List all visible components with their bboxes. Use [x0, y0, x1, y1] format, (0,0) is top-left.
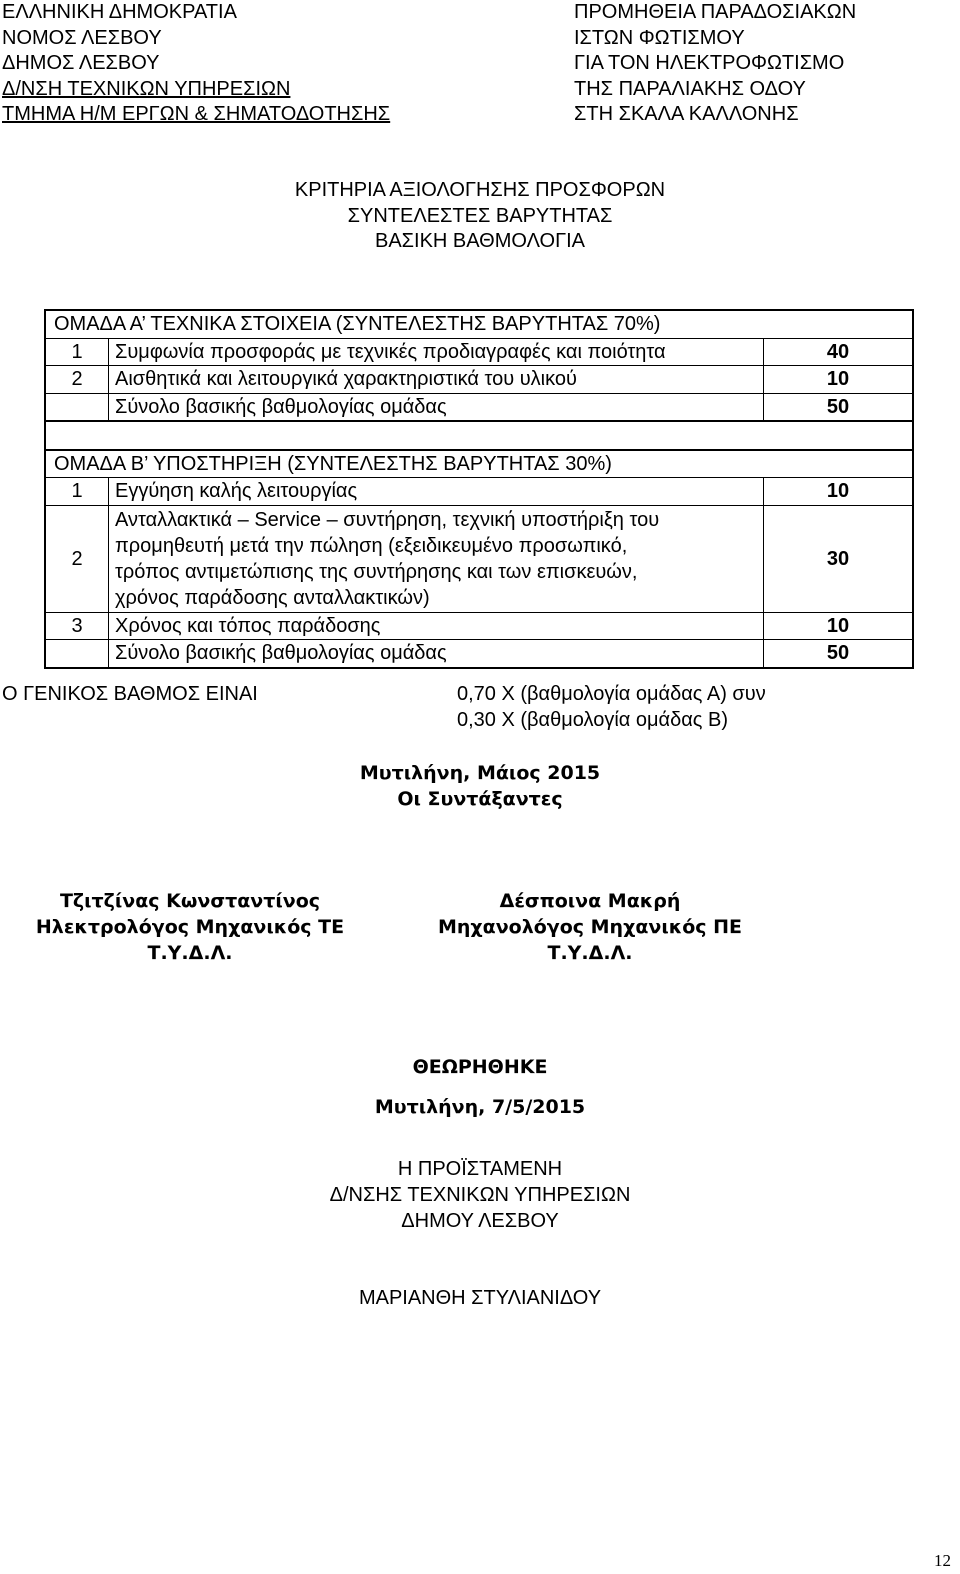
formula-line: 0,70 Χ (βαθμολογία ομάδας Α) συν — [457, 683, 766, 705]
description-line: Ανταλλακτικά – Service – συντήρηση, τεχνική υποστήριξη του — [115, 508, 660, 531]
header-project — [574, 0, 856, 128]
page-number: 12 — [934, 1551, 951, 1570]
row-points: 40 — [764, 338, 914, 366]
total-label: Σύνολο βασικής βαθμολογίας ομάδας — [109, 393, 764, 421]
signatory-unit: Τ.Υ.Δ.Λ. — [547, 942, 633, 964]
table-row — [45, 612, 913, 640]
formula-line: 0,30 Χ (βαθμολογία ομάδας Β) — [457, 708, 728, 731]
row-number: 2 — [45, 505, 109, 612]
signatory-title: Ηλεκτρολόγος Μηχανικός ΤΕ — [35, 916, 345, 938]
approval-label: ΘΕΩΡΗΘΗΚΕ — [412, 1056, 548, 1078]
total-points: 50 — [764, 393, 914, 421]
row-description — [109, 505, 764, 612]
header-line: ΔΗΜΟΣ ΛΕΣΒΟΥ — [2, 52, 160, 74]
general-score-formula — [457, 682, 766, 733]
header-line: ΙΣΤΩΝ ΦΩΤΙΣΜΟΥ — [574, 26, 745, 49]
row-description: Χρόνος και τόπος παράδοσης — [109, 612, 764, 640]
header-line: ΕΛΛΗΝΙΚΗ ΔΗΜΟΚΡΑΤΙΑ — [2, 1, 237, 23]
place-date: Μυτιλήνη, Μάιος 2015 — [359, 762, 601, 784]
title-line: ΚΡΙΤΗΡΙΑ ΑΞΙΟΛΟΓΗΣΗΣ ΠΡΟΣΦΟΡΩΝ — [294, 179, 666, 201]
approval-block — [0, 1054, 960, 1120]
row-points: 10 — [764, 366, 914, 394]
header-line: ΝΟΜΟΣ ΛΕΣΒΟΥ — [2, 26, 162, 49]
row-points: 30 — [764, 505, 914, 612]
title-line: ΒΑΣΙΚΗ ΒΑΘΜΟΛΟΓΙΑ — [374, 230, 586, 252]
description-line: προμηθευτή μετά την πώληση (εξειδικευμένο προσωπικό, — [115, 534, 628, 557]
header-line: ΣΤΗ ΣΚΑΛΑ ΚΑΛΛΟΝΗΣ — [574, 103, 799, 125]
row-number: 1 — [45, 338, 109, 366]
criteria-table — [44, 309, 914, 669]
description-line: χρόνος παράδοσης ανταλλακτικών) — [115, 586, 430, 609]
header-line: ΤΗΣ ΠΑΡΑΛΙΑΚΗΣ ΟΔΟΥ — [574, 77, 806, 100]
authors-label: Οι Συντάξαντες — [397, 788, 563, 810]
document-title — [0, 178, 960, 255]
group-b-total-row — [45, 640, 913, 668]
group-a-header — [45, 310, 913, 338]
group-separator — [45, 421, 913, 450]
group-a-total-row — [45, 393, 913, 421]
signatory-left — [0, 888, 380, 966]
group-a-title: ΟΜΑΔΑ Α’ ΤΕΧΝΙΚΑ ΣΤΟΙΧΕΙΑ (ΣΥΝΤΕΛΕΣΤΗΣ ΒΑΡΥΤΗΤΑΣ 70%) — [54, 313, 661, 336]
total-label: Σύνολο βασικής βαθμολογίας ομάδας — [109, 640, 764, 668]
header-line: ΠΡΟΜΗΘΕΙΑ ΠΑΡΑΔΟΣΙΑΚΩΝ — [574, 1, 857, 23]
signatory-unit: Τ.Υ.Δ.Λ. — [147, 942, 233, 964]
header-line: ΤΜΗΜΑ Η/Μ ΕΡΓΩΝ & ΣΗΜΑΤΟΔΟΤΗΣΗΣ — [2, 103, 391, 125]
table-row — [45, 478, 913, 506]
row-number: 2 — [45, 366, 109, 394]
head-line: ΔΗΜΟΥ ΛΕΣΒΟΥ — [401, 1210, 559, 1232]
header-line: Δ/ΝΣΗ ΤΕΧΝΙΚΩΝ ΥΠΗΡΕΣΙΩΝ — [2, 77, 291, 100]
group-b-header — [45, 450, 913, 478]
table-row — [45, 366, 913, 394]
header-line: ΓΙΑ ΤΟΝ ΗΛΕΚΤΡΟΦΩΤΙΣΜΟ — [574, 52, 845, 74]
row-description: Εγγύηση καλής λειτουργίας — [109, 478, 764, 506]
signatory-name: Τζιτζίνας Κωνσταντίνος — [59, 890, 321, 912]
title-line: ΣΥΝΤΕΛΕΣΤΕΣ ΒΑΡΥΤΗΤΑΣ — [347, 204, 613, 227]
group-b-title: ΟΜΑΔΑ Β’ ΥΠΟΣΤΗΡΙΞΗ (ΣΥΝΤΕΛΕΣΤΗΣ ΒΑΡΥΤΗΤΑΣ 30%) — [54, 452, 612, 475]
signatory-name: Δέσποινα Μακρή — [499, 890, 681, 912]
head-name: ΜΑΡΙΑΝΘΗ ΣΤΥΛΙΑΝΙΔΟΥ — [358, 1287, 602, 1309]
head-line: Η ΠΡΟΪΣΤΑΜΕΝΗ — [397, 1158, 563, 1180]
row-points: 10 — [764, 612, 914, 640]
row-description: Αισθητικά και λειτουργικά χαρακτηριστικά του υλικού — [109, 366, 764, 394]
header-authority — [2, 0, 390, 128]
total-points: 50 — [764, 640, 914, 668]
row-number: 1 — [45, 478, 109, 506]
signatory-title: Μηχανολόγος Μηχανικός ΠΕ — [437, 916, 743, 938]
place-date-block — [0, 760, 960, 812]
general-score-label: Ο ΓΕΝΙΚΟΣ ΒΑΘΜΟΣ ΕΙΝΑΙ — [2, 683, 258, 705]
head-line: Δ/ΝΣΗΣ ΤΕΧΝΙΚΩΝ ΥΠΗΡΕΣΙΩΝ — [329, 1184, 631, 1206]
head-block — [0, 1156, 960, 1234]
row-number: 3 — [45, 612, 109, 640]
row-points: 10 — [764, 478, 914, 506]
row-description: Συμφωνία προσφοράς με τεχνικές προδιαγραφές και ποιότητα — [109, 338, 764, 366]
description-line: τρόπος αντιμετώπισης της συντήρησης και των επισκευών, — [115, 560, 638, 583]
table-row — [45, 338, 913, 366]
signatory-right — [400, 888, 780, 966]
approval-date: Μυτιλήνη, 7/5/2015 — [374, 1096, 586, 1118]
table-row — [45, 505, 913, 612]
